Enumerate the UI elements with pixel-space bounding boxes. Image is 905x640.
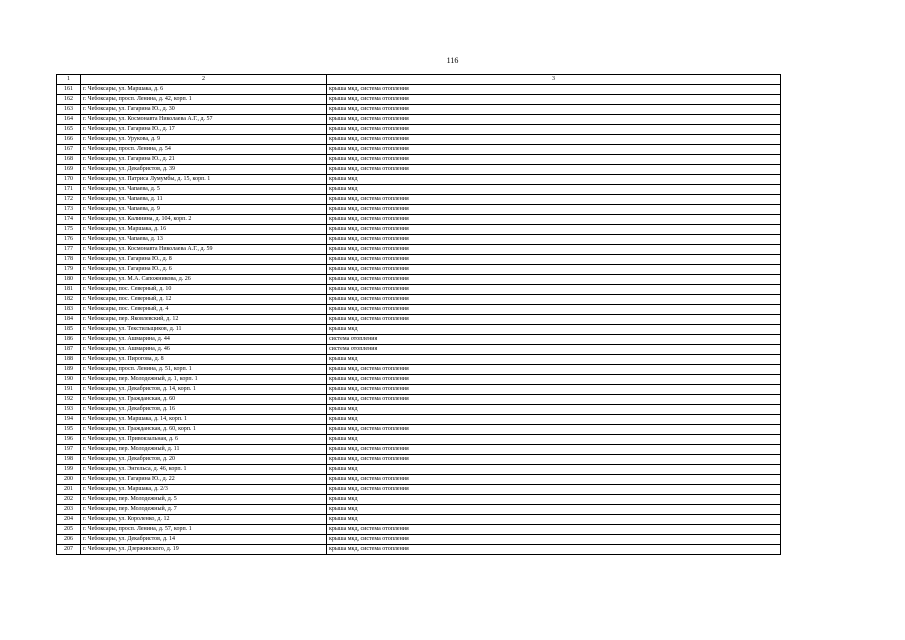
row-number: 165 — [57, 125, 81, 135]
works-cell: крыша мкд, система отопления — [327, 125, 781, 135]
works-cell: крыша мкд, система отопления — [327, 155, 781, 165]
works-cell: крыша мкд, система отопления — [327, 135, 781, 145]
address-cell: г. Чебоксары, ул. Маршака, д. 6 — [81, 85, 327, 95]
table-row — [57, 325, 781, 335]
table-row — [57, 495, 781, 505]
row-number: 196 — [57, 435, 81, 445]
row-number: 182 — [57, 295, 81, 305]
table-row — [57, 545, 781, 555]
table-row — [57, 425, 781, 435]
table-row — [57, 155, 781, 165]
table-row — [57, 95, 781, 105]
address-cell: г. Чебоксары, пер. Молодежный, д. 11 — [81, 445, 327, 455]
works-cell: крыша мкд, система отопления — [327, 535, 781, 545]
works-cell: крыша мкд, система отопления — [327, 245, 781, 255]
table-row — [57, 355, 781, 365]
works-cell: крыша мкд — [327, 435, 781, 445]
row-number: 192 — [57, 395, 81, 405]
works-cell: крыша мкд, система отопления — [327, 485, 781, 495]
address-cell: г. Чебоксары, ул. Декабристов, д. 16 — [81, 405, 327, 415]
works-cell: крыша мкд, система отопления — [327, 115, 781, 125]
works-cell: крыша мкд, система отопления — [327, 195, 781, 205]
table-row — [57, 135, 781, 145]
table-row — [57, 405, 781, 415]
table-row — [57, 175, 781, 185]
works-cell: крыша мкд — [327, 415, 781, 425]
works-cell: крыша мкд, система отопления — [327, 295, 781, 305]
row-number: 207 — [57, 545, 81, 555]
works-cell: крыша мкд, система отопления — [327, 285, 781, 295]
address-cell: г. Чебоксары, ул. Урукова, д. 9 — [81, 135, 327, 145]
column-header-number: 1 — [57, 75, 81, 85]
row-number: 163 — [57, 105, 81, 115]
address-cell: г. Чебоксары, ул. Дзержинского, д. 19 — [81, 545, 327, 555]
row-number: 187 — [57, 345, 81, 355]
address-cell: г. Чебоксары, ул. Чапаева, д. 11 — [81, 195, 327, 205]
address-cell: г. Чебоксары, ул. Чапаева, д. 13 — [81, 235, 327, 245]
row-number: 191 — [57, 385, 81, 395]
table-row — [57, 185, 781, 195]
table-row — [57, 515, 781, 525]
works-cell: крыша мкд, система отопления — [327, 365, 781, 375]
page-number: 116 — [446, 56, 459, 65]
row-number: 189 — [57, 365, 81, 375]
row-number: 181 — [57, 285, 81, 295]
address-cell: г. Чебоксары, ул. Гражданская, д. 60, корп. 1 — [81, 425, 327, 435]
works-cell: крыша мкд, система отопления — [327, 315, 781, 325]
works-cell: крыша мкд — [327, 505, 781, 515]
table-row — [57, 345, 781, 355]
row-number: 167 — [57, 145, 81, 155]
row-number: 162 — [57, 95, 81, 105]
row-number: 197 — [57, 445, 81, 455]
address-cell: г. Чебоксары, ул. Декабристов, д. 20 — [81, 455, 327, 465]
works-cell: крыша мкд, система отопления — [327, 475, 781, 485]
table-row — [57, 85, 781, 95]
address-cell: г. Чебоксары, ул. Ашмарина, д. 46 — [81, 345, 327, 355]
row-number: 206 — [57, 535, 81, 545]
address-cell: г. Чебоксары, ул. Чапаева, д. 9 — [81, 205, 327, 215]
table-row — [57, 455, 781, 465]
address-cell: г. Чебоксары, пос. Северный, д. 10 — [81, 285, 327, 295]
works-cell: крыша мкд, система отопления — [327, 265, 781, 275]
table-row — [57, 365, 781, 375]
address-cell: г. Чебоксары, пер. Молодежный, д. 7 — [81, 505, 327, 515]
row-number: 194 — [57, 415, 81, 425]
row-number: 184 — [57, 315, 81, 325]
works-cell: система отопления — [327, 345, 781, 355]
works-cell: крыша мкд, система отопления — [327, 545, 781, 555]
table-row — [57, 235, 781, 245]
works-cell: крыша мкд — [327, 465, 781, 475]
table-row — [57, 475, 781, 485]
row-number: 193 — [57, 405, 81, 415]
table-row — [57, 245, 781, 255]
address-cell: г. Чебоксары, ул. Гагарина Ю., д. 8 — [81, 255, 327, 265]
row-number: 190 — [57, 375, 81, 385]
address-cell: г. Чебоксары, ул. Гагарина Ю., д. 30 — [81, 105, 327, 115]
table-row — [57, 315, 781, 325]
works-cell: крыша мкд — [327, 185, 781, 195]
table-row — [57, 125, 781, 135]
table-row — [57, 255, 781, 265]
table-row — [57, 105, 781, 115]
row-number: 204 — [57, 515, 81, 525]
row-number: 198 — [57, 455, 81, 465]
row-number: 169 — [57, 165, 81, 175]
register-table — [56, 74, 781, 555]
row-number: 205 — [57, 525, 81, 535]
works-cell: крыша мкд — [327, 515, 781, 525]
table-row — [57, 195, 781, 205]
row-number: 176 — [57, 235, 81, 245]
works-cell: крыша мкд, система отопления — [327, 375, 781, 385]
works-cell: крыша мкд, система отопления — [327, 215, 781, 225]
table-row — [57, 395, 781, 405]
address-cell: г. Чебоксары, ул. Маршака, д. 2/3 — [81, 485, 327, 495]
address-cell: г. Чебоксары, ул. Маршака, д. 14, корп. 1 — [81, 415, 327, 425]
table-row — [57, 295, 781, 305]
table-row — [57, 485, 781, 495]
table-row — [57, 535, 781, 545]
works-cell: крыша мкд, система отопления — [327, 85, 781, 95]
row-number: 166 — [57, 135, 81, 145]
address-cell: г. Чебоксары, ул. Патриса Лумумбы, д. 15, корп. 1 — [81, 175, 327, 185]
table-row — [57, 285, 781, 295]
address-cell: г. Чебоксары, ул. Декабристов, д. 14, корп. 1 — [81, 385, 327, 395]
address-cell: г. Чебоксары, ул. М.А. Сапожникова, д. 26 — [81, 275, 327, 285]
works-cell: крыша мкд, система отопления — [327, 305, 781, 315]
table-row — [57, 385, 781, 395]
table-row — [57, 375, 781, 385]
row-number: 199 — [57, 465, 81, 475]
address-cell: г. Чебоксары, просп. Ленина, д. 51, корп. 1 — [81, 365, 327, 375]
works-cell: крыша мкд — [327, 355, 781, 365]
row-number: 203 — [57, 505, 81, 515]
row-number: 173 — [57, 205, 81, 215]
address-cell: г. Чебоксары, ул. Гагарина Ю., д. 22 — [81, 475, 327, 485]
row-number: 202 — [57, 495, 81, 505]
table-header-row — [57, 75, 781, 85]
row-number: 171 — [57, 185, 81, 195]
address-cell: г. Чебоксары, ул. Декабристов, д. 39 — [81, 165, 327, 175]
address-cell: г. Чебоксары, ул. Космонавта Николаева А.Г., д. 59 — [81, 245, 327, 255]
address-cell: г. Чебоксары, ул. Пирогова, д. 8 — [81, 355, 327, 365]
works-cell: крыша мкд, система отопления — [327, 225, 781, 235]
row-number: 186 — [57, 335, 81, 345]
table-row — [57, 305, 781, 315]
row-number: 168 — [57, 155, 81, 165]
address-cell: г. Чебоксары, пер. Молодежный, д. 1, корп. 1 — [81, 375, 327, 385]
address-cell: г. Чебоксары, просп. Ленина, д. 54 — [81, 145, 327, 155]
table-row — [57, 215, 781, 225]
table-row — [57, 505, 781, 515]
row-number: 188 — [57, 355, 81, 365]
table-row — [57, 165, 781, 175]
works-cell: крыша мкд — [327, 495, 781, 505]
works-cell: крыша мкд, система отопления — [327, 255, 781, 265]
address-cell: г. Чебоксары, ул. Гагарина Ю., д. 17 — [81, 125, 327, 135]
works-cell: крыша мкд, система отопления — [327, 455, 781, 465]
address-cell: г. Чебоксары, пер. Яковлевский, д. 12 — [81, 315, 327, 325]
works-cell: система отопления — [327, 335, 781, 345]
works-cell: крыша мкд, система отопления — [327, 205, 781, 215]
works-cell: крыша мкд, система отопления — [327, 235, 781, 245]
table-row — [57, 445, 781, 455]
works-cell: крыша мкд, система отопления — [327, 445, 781, 455]
table-row — [57, 225, 781, 235]
table-row — [57, 415, 781, 425]
works-cell: крыша мкд, система отопления — [327, 95, 781, 105]
table-row — [57, 525, 781, 535]
works-cell: крыша мкд, система отопления — [327, 395, 781, 405]
address-cell: г. Чебоксары, ул. Калинина, д. 104, корп. 2 — [81, 215, 327, 225]
address-cell: г. Чебоксары, ул. Короленко, д. 12 — [81, 515, 327, 525]
table-row — [57, 145, 781, 155]
works-cell: крыша мкд, система отопления — [327, 165, 781, 175]
works-cell: крыша мкд, система отопления — [327, 275, 781, 285]
address-cell: г. Чебоксары, ул. Гражданская, д. 60 — [81, 395, 327, 405]
table-row — [57, 265, 781, 275]
address-cell: г. Чебоксары, ул. Космонавта Николаева А.Г., д. 57 — [81, 115, 327, 125]
row-number: 164 — [57, 115, 81, 125]
address-cell: г. Чебоксары, ул. Энгельса, д. 46, корп. 1 — [81, 465, 327, 475]
row-number: 179 — [57, 265, 81, 275]
works-cell: крыша мкд — [327, 175, 781, 185]
address-cell: г. Чебоксары, ул. Гагарина Ю., д. 6 — [81, 265, 327, 275]
address-cell: г. Чебоксары, просп. Ленина, д. 42, корп. 1 — [81, 95, 327, 105]
row-number: 177 — [57, 245, 81, 255]
table-row — [57, 275, 781, 285]
works-cell: крыша мкд, система отопления — [327, 425, 781, 435]
row-number: 201 — [57, 485, 81, 495]
address-cell: г. Чебоксары, ул. Текстильщиков, д. 11 — [81, 325, 327, 335]
address-cell: г. Чебоксары, пер. Молодежный, д. 5 — [81, 495, 327, 505]
row-number: 180 — [57, 275, 81, 285]
address-cell: г. Чебоксары, ул. Чапаева, д. 5 — [81, 185, 327, 195]
table-row — [57, 205, 781, 215]
column-header-address: 2 — [81, 75, 327, 85]
row-number: 175 — [57, 225, 81, 235]
row-number: 200 — [57, 475, 81, 485]
column-header-works: 3 — [327, 75, 781, 85]
works-cell: крыша мкд — [327, 325, 781, 335]
table-row — [57, 465, 781, 475]
address-cell: г. Чебоксары, пос. Северный, д. 12 — [81, 295, 327, 305]
table-body — [57, 85, 781, 555]
works-cell: крыша мкд, система отопления — [327, 145, 781, 155]
row-number: 172 — [57, 195, 81, 205]
table-row — [57, 335, 781, 345]
works-cell: крыша мкд, система отопления — [327, 385, 781, 395]
row-number: 170 — [57, 175, 81, 185]
address-cell: г. Чебоксары, ул. Ашмарина, д. 44 — [81, 335, 327, 345]
address-cell: г. Чебоксары, ул. Декабристов, д. 14 — [81, 535, 327, 545]
address-cell: г. Чебоксары, ул. Маршака, д. 16 — [81, 225, 327, 235]
address-cell: г. Чебоксары, пос. Северный, д. 4 — [81, 305, 327, 315]
address-cell: г. Чебоксары, ул. Гагарина Ю., д. 21 — [81, 155, 327, 165]
row-number: 183 — [57, 305, 81, 315]
table-row — [57, 115, 781, 125]
row-number: 185 — [57, 325, 81, 335]
works-cell: крыша мкд, система отопления — [327, 525, 781, 535]
address-cell: г. Чебоксары, ул. Привокзальная, д. 6 — [81, 435, 327, 445]
row-number: 174 — [57, 215, 81, 225]
works-cell: крыша мкд — [327, 405, 781, 415]
works-cell: крыша мкд, система отопления — [327, 105, 781, 115]
row-number: 178 — [57, 255, 81, 265]
row-number: 195 — [57, 425, 81, 435]
table-row — [57, 435, 781, 445]
row-number: 161 — [57, 85, 81, 95]
address-cell: г. Чебоксары, просп. Ленина, д. 57, корп. 1 — [81, 525, 327, 535]
